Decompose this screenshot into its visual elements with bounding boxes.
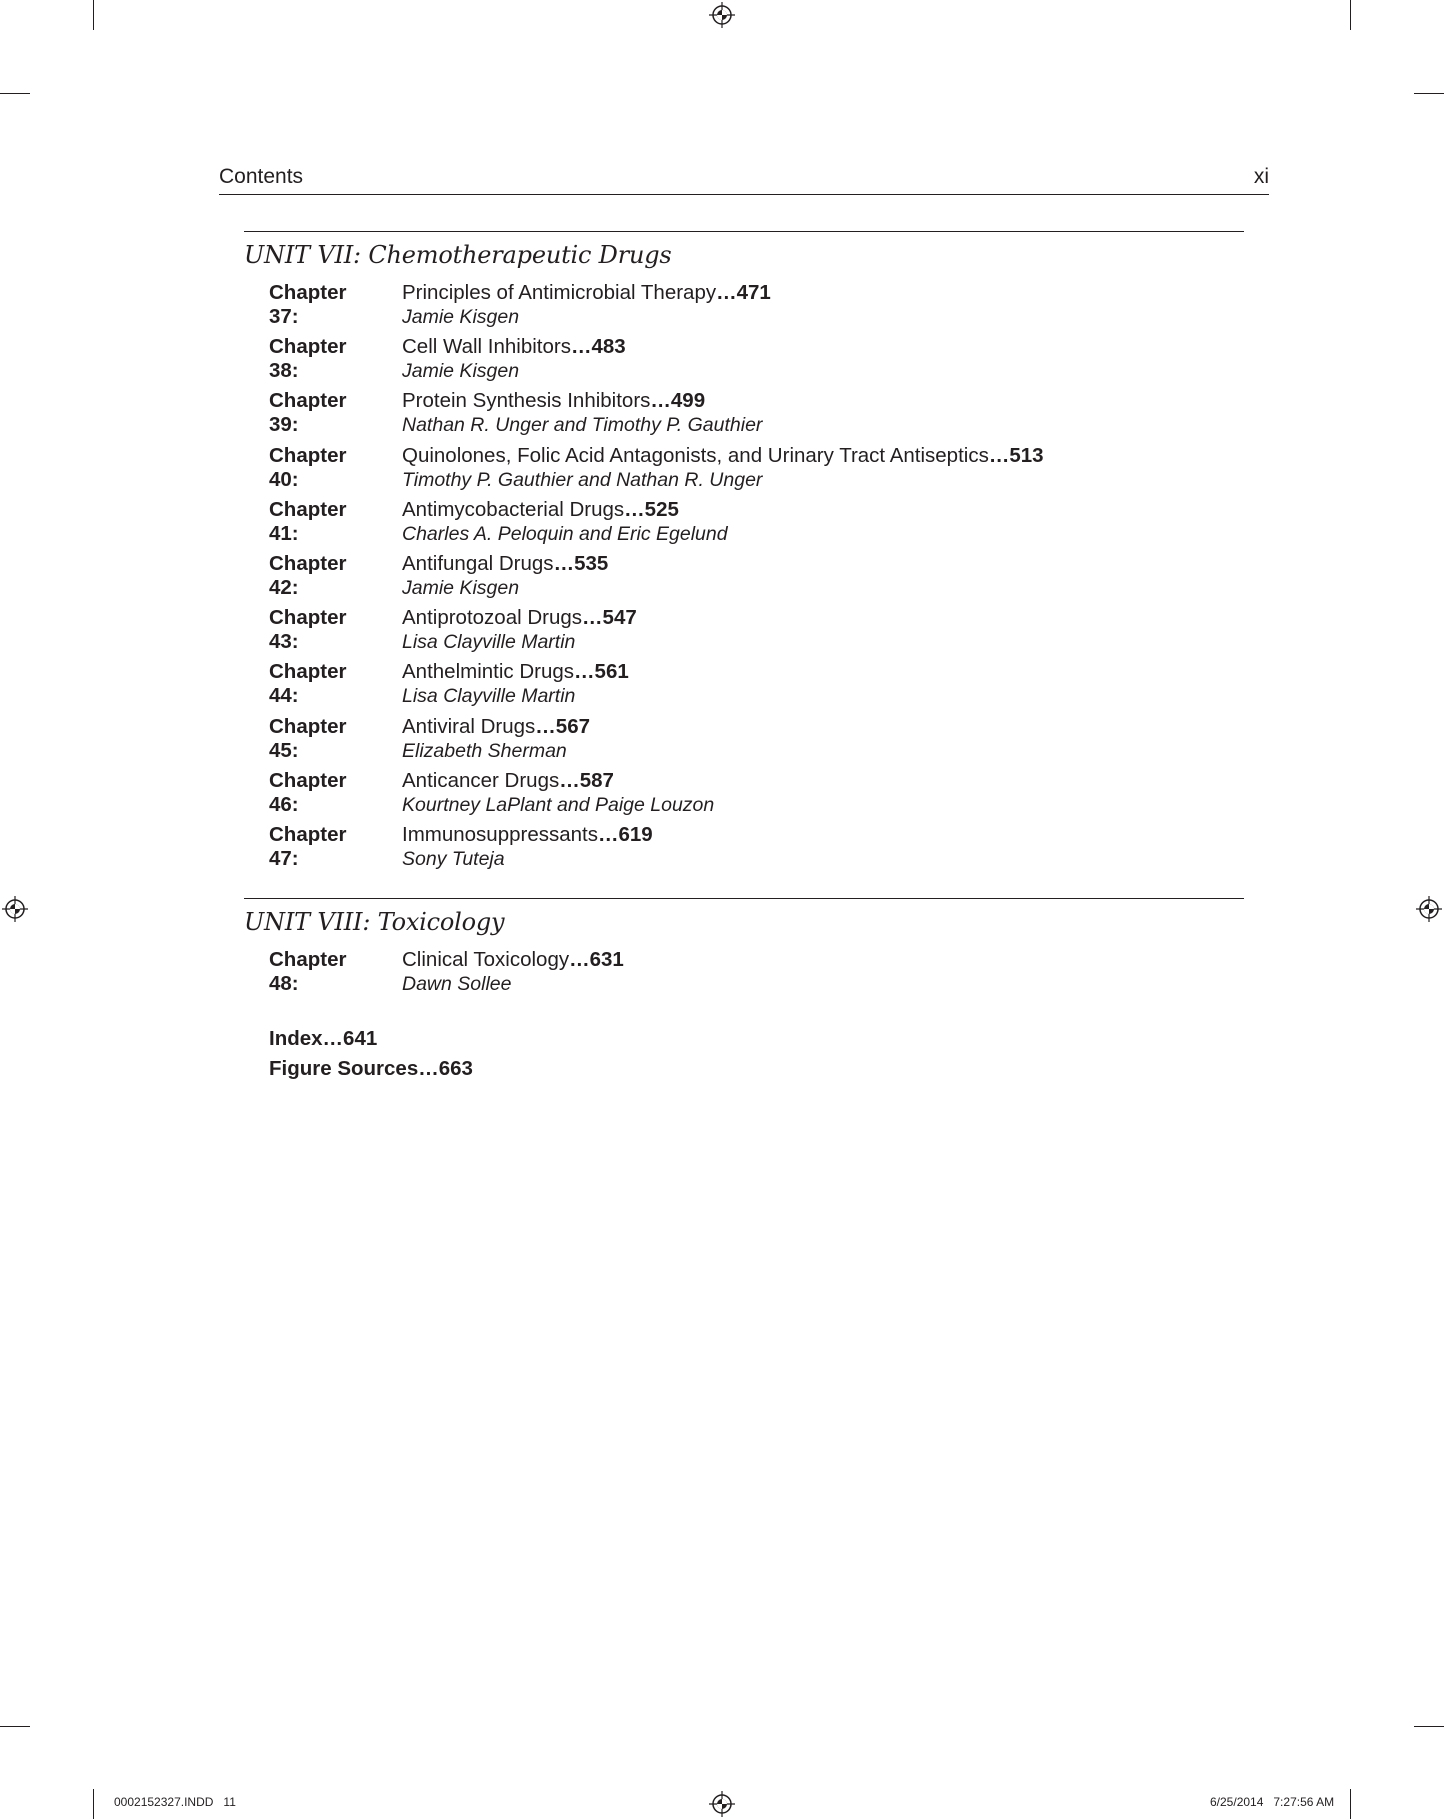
chapter-title: Quinolones, Folic Acid Antagonists, and Urinary Tract Antiseptics…513	[402, 443, 1044, 467]
crop-mark-right-top	[1414, 93, 1444, 94]
chapter-title: Antiprotozoal Drugs…547	[402, 606, 637, 630]
registration-target-icon	[2, 896, 28, 922]
index-entry[interactable]: Index…641	[269, 1027, 378, 1050]
crop-mark-left-bottom	[0, 1726, 30, 1727]
chapter-title: Immunosuppressants…619	[402, 822, 653, 846]
chapter-page: …525	[624, 497, 679, 521]
chapter-page: …471	[716, 281, 771, 304]
chapter-author: Lisa Clayville Martin	[402, 685, 576, 708]
chapter-page: …513	[988, 443, 1044, 467]
registration-target-icon	[709, 1791, 735, 1817]
chapter-number: Chapter 48:	[269, 948, 347, 995]
figure-sources-entry[interactable]: Figure Sources…663	[269, 1057, 473, 1080]
chapter-title: Anticancer Drugs…587	[402, 768, 614, 792]
chapter-title: Principles of Antimicrobial Therapy…471	[402, 281, 771, 304]
unit-title: UNIT VIII: Toxicology	[244, 908, 505, 936]
unit-title: UNIT VII: Chemotherapeutic Drugs	[244, 241, 672, 269]
chapter-page: …587	[559, 768, 614, 792]
unit-divider	[244, 898, 1244, 899]
chapter-title: Clinical Toxicology…631	[402, 948, 624, 971]
chapter-title: Cell Wall Inhibitors…483	[402, 335, 626, 359]
chapter-number: Chapter 38:	[269, 335, 347, 383]
chapter-number: Chapter 42:	[269, 551, 347, 599]
chapter-author: Elizabeth Sherman	[402, 739, 567, 762]
chapter-number: Chapter 44:	[269, 660, 347, 708]
chapter-number: Chapter 41:	[269, 497, 347, 545]
chapter-number: Chapter 39:	[269, 389, 347, 437]
chapter-number: Chapter 43:	[269, 606, 347, 654]
crop-mark-bottom-left	[93, 1789, 94, 1819]
chapter-author: Charles A. Peloquin and Eric Egelund	[402, 522, 728, 545]
chapter-title: Anthelmintic Drugs…561	[402, 660, 629, 684]
page-number: xi	[1253, 165, 1269, 188]
chapter-number: Chapter 45:	[269, 714, 347, 762]
chapter-number: Chapter 46:	[269, 768, 347, 816]
chapter-page: …567	[535, 714, 591, 738]
chapter-title: Antiviral Drugs…567	[402, 714, 591, 738]
chapter-page: …483	[571, 335, 626, 359]
chapter-number: Chapter 40:	[269, 443, 347, 491]
chapter-author: Jamie Kisgen	[402, 306, 520, 328]
registration-target-icon	[709, 2, 735, 28]
slug-file: 0002152327.INDD 11	[114, 1795, 236, 1809]
chapter-page: …631	[569, 948, 624, 971]
chapter-page: …619	[597, 822, 653, 846]
running-head	[219, 162, 1269, 195]
chapter-author: Jamie Kisgen	[402, 360, 520, 383]
chapter-author: Jamie Kisgen	[402, 576, 520, 599]
chapter-page: …499	[650, 389, 706, 413]
chapter-author: Lisa Clayville Martin	[402, 631, 576, 654]
crop-mark-top-right	[1350, 0, 1351, 30]
registration-target-icon	[1416, 896, 1442, 922]
chapter-number: Chapter 47:	[269, 822, 347, 870]
chapter-page: …561	[574, 660, 629, 684]
chapter-author: Dawn Sollee	[402, 973, 512, 995]
chapter-title: Antimycobacterial Drugs…525	[402, 497, 679, 521]
slug-timestamp: 6/25/2014 7:27:56 AM	[1210, 1795, 1335, 1809]
chapter-page: …547	[582, 606, 637, 630]
running-head-title: Contents	[219, 165, 304, 188]
unit-divider	[244, 231, 1244, 232]
crop-mark-right-bottom	[1414, 1726, 1444, 1727]
chapter-page: …535	[553, 551, 609, 575]
chapter-title: Protein Synthesis Inhibitors…499	[402, 389, 706, 413]
crop-mark-left-top	[0, 93, 30, 94]
chapter-author: Timothy P. Gauthier and Nathan R. Unger	[402, 468, 763, 491]
crop-mark-bottom-right	[1350, 1789, 1351, 1819]
crop-mark-top-left	[93, 0, 94, 30]
chapter-title: Antifungal Drugs…535	[402, 551, 609, 575]
chapter-author: Kourtney LaPlant and Paige Louzon	[402, 793, 715, 816]
chapter-author: Sony Tuteja	[402, 847, 505, 870]
chapter-number: Chapter 37:	[269, 281, 347, 328]
chapter-author: Nathan R. Unger and Timothy P. Gauthier	[402, 414, 763, 437]
